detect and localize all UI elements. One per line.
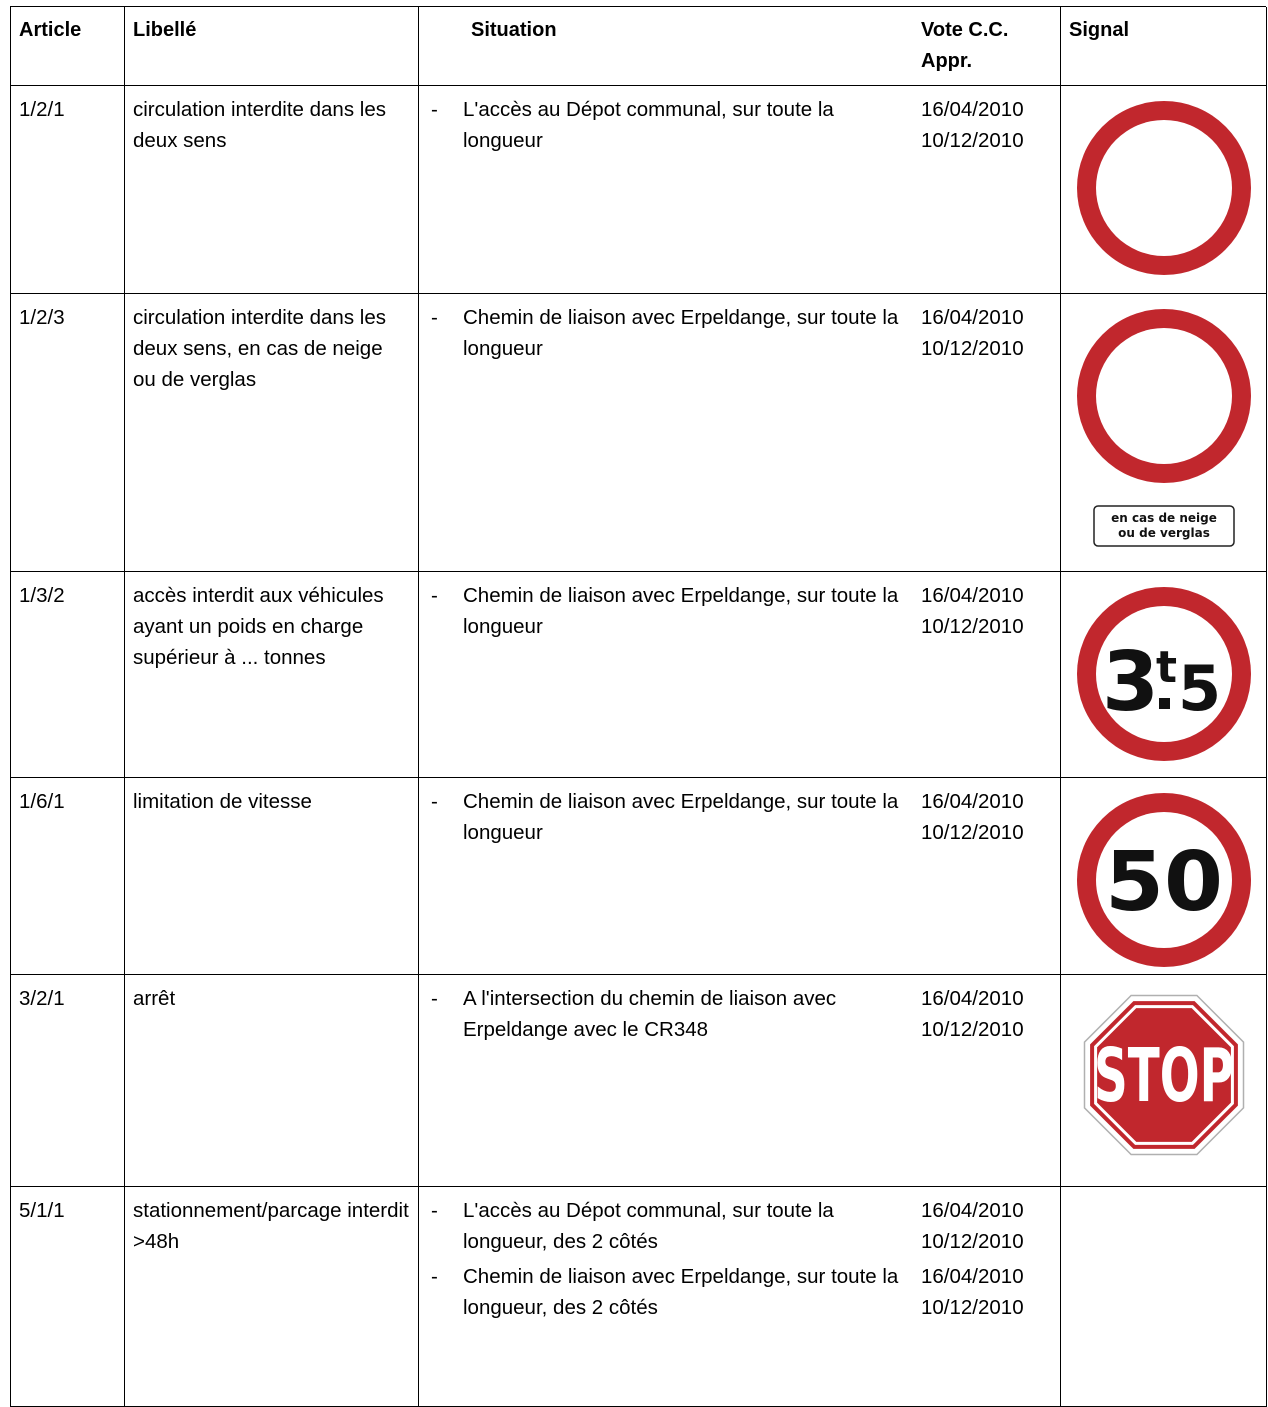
table-row [11, 778, 1266, 975]
header-signal: Signal [1061, 7, 1267, 86]
libelle-text: accès interdit aux véhicules ayant un poids en charge supérieur à ... tonnes [125, 572, 419, 778]
libelle-text: stationnement/parcage interdit >48h [125, 1187, 419, 1407]
situation-cell [419, 294, 913, 572]
header-vote-line2: Appr. [921, 50, 973, 72]
situation-cell [419, 572, 913, 778]
speed-limit-sign-icon [1074, 792, 1254, 972]
sign-center [1096, 120, 1232, 256]
article-number: 1/2/1 [11, 86, 125, 294]
libelle-text: arrêt [125, 975, 419, 1187]
plate-line2: ou de verglas [1117, 526, 1210, 540]
vote-item [921, 94, 1052, 156]
signal-cell [1061, 975, 1267, 1187]
situation-item [419, 1195, 913, 1257]
weight-big-digit: 3 [1101, 635, 1159, 730]
table-header [11, 7, 1266, 86]
vote-date: 16/04/2010 [921, 1199, 1024, 1222]
approval-date: 10/12/2010 [921, 1296, 1024, 1319]
header-vote-line1: Vote C.C. [921, 19, 1009, 41]
approval-date: 10/12/2010 [921, 337, 1024, 360]
situation-text: L'accès au Dépot communal, sur toute la longueur, des 2 côtés [463, 1199, 834, 1253]
approval-date: 10/12/2010 [921, 1018, 1024, 1041]
signal-cell [1061, 572, 1267, 778]
situation-cell [419, 86, 913, 294]
vote-item [921, 1261, 1052, 1323]
approval-date: 10/12/2010 [921, 615, 1024, 638]
no-entry-both-ways-sign-icon [1074, 100, 1254, 280]
vote-date: 16/04/2010 [921, 790, 1024, 813]
table-row [11, 975, 1266, 1187]
situation-dash: - [431, 790, 438, 813]
situation-item [419, 983, 913, 1045]
vote-item [921, 786, 1052, 848]
situation-item [419, 1261, 913, 1323]
approval-date: 10/12/2010 [921, 821, 1024, 844]
situation-cell [419, 778, 913, 975]
vote-cell [913, 572, 1061, 778]
weight-small-digit: 5 [1177, 652, 1221, 725]
situation-dash: - [431, 1199, 438, 1222]
situation-text: Chemin de liaison avec Erpeldange, sur toute la longueur [463, 584, 899, 638]
situation-text: Chemin de liaison avec Erpeldange, sur toute la longueur [463, 790, 899, 844]
stop-sign-text: STOP [1093, 1033, 1234, 1119]
situation-text: Chemin de liaison avec Erpeldange, sur toute la longueur, des 2 côtés [463, 1265, 899, 1319]
vote-date: 16/04/2010 [921, 1265, 1024, 1288]
vote-cell [913, 778, 1061, 975]
no-entry-both-ways-snow-sign-icon [1074, 308, 1254, 548]
libelle-text: limitation de vitesse [125, 778, 419, 975]
situation-item [419, 786, 913, 848]
situation-item [419, 94, 913, 156]
regulation-table [10, 6, 1266, 1407]
vote-cell [913, 1187, 1061, 1407]
article-number: 1/2/3 [11, 294, 125, 572]
table-row [11, 294, 1266, 572]
stop-sign-icon [1078, 989, 1250, 1161]
vote-cell [913, 294, 1061, 572]
vote-item [921, 983, 1052, 1045]
situation-dash: - [431, 1265, 438, 1288]
table-row [11, 1187, 1266, 1407]
header-situation: Situation [419, 7, 913, 86]
sign-center [1096, 328, 1232, 464]
article-number: 5/1/1 [11, 1187, 125, 1407]
vote-item [921, 580, 1052, 642]
situation-cell [419, 1187, 913, 1407]
article-number: 3/2/1 [11, 975, 125, 1187]
weight-unit: t [1155, 642, 1177, 693]
situation-text: L'accès au Dépot communal, sur toute la longueur [463, 98, 834, 152]
header-article: Article [11, 7, 125, 86]
situation-dash: - [431, 306, 438, 329]
header-libelle: Libellé [125, 7, 419, 86]
vote-cell [913, 975, 1061, 1187]
approval-date: 10/12/2010 [921, 1230, 1024, 1253]
situation-dash: - [431, 98, 438, 121]
libelle-text: circulation interdite dans les deux sens, en cas de neige ou de verglas [125, 294, 419, 572]
weight-decimal-point [1159, 698, 1170, 709]
table-row [11, 572, 1266, 778]
vote-cell [913, 86, 1061, 294]
situation-cell [419, 975, 913, 1187]
article-number: 1/3/2 [11, 572, 125, 778]
signal-cell [1061, 1187, 1267, 1407]
situation-item [419, 580, 913, 642]
approval-date: 10/12/2010 [921, 129, 1024, 152]
signal-cell [1061, 294, 1267, 572]
vote-item [921, 1195, 1052, 1257]
situation-item [419, 302, 913, 364]
signal-cell [1061, 86, 1267, 294]
weight-limit-sign-icon [1074, 586, 1254, 766]
article-number: 1/6/1 [11, 778, 125, 975]
header-vote [913, 7, 1061, 86]
speed-value: 50 [1104, 835, 1223, 930]
libelle-text: circulation interdite dans les deux sens [125, 86, 419, 294]
table-row [11, 86, 1266, 294]
vote-date: 16/04/2010 [921, 306, 1024, 329]
situation-text: A l'intersection du chemin de liaison avec Erpeldange avec le CR348 [463, 987, 837, 1041]
situation-dash: - [431, 584, 438, 607]
situation-dash: - [431, 987, 438, 1010]
signal-cell [1061, 778, 1267, 975]
situation-text: Chemin de liaison avec Erpeldange, sur toute la longueur [463, 306, 899, 360]
plate-line1: en cas de neige [1110, 511, 1217, 525]
vote-date: 16/04/2010 [921, 584, 1024, 607]
vote-item [921, 302, 1052, 364]
vote-date: 16/04/2010 [921, 987, 1024, 1010]
vote-date: 16/04/2010 [921, 98, 1024, 121]
